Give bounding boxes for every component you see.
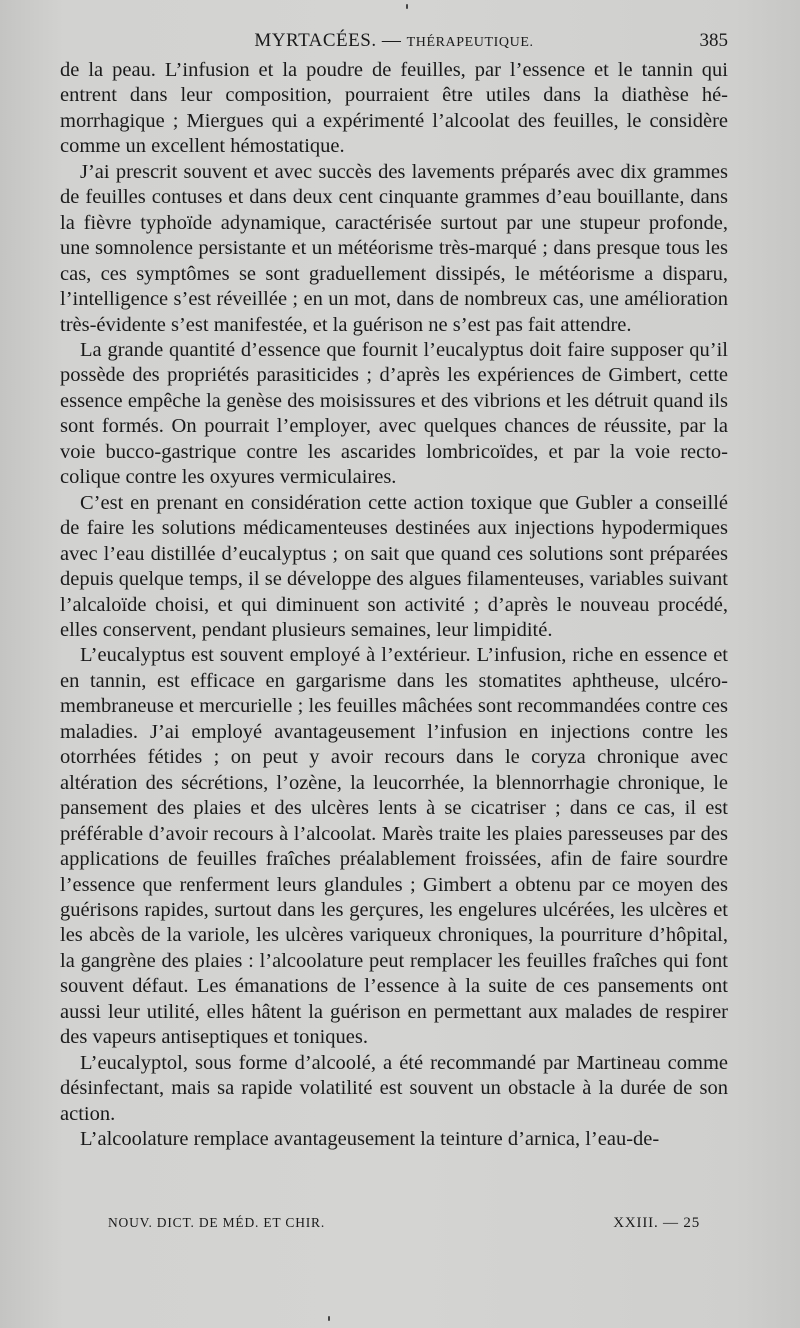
paragraph-eucalyptol: L’eucalyptol, sous forme d’alcoolé, a été recommandé par Martineau comme désinfectant, mais sa rapide volatilité est souvent un obstacle à la durée de son action. [60,1051,728,1125]
running-title [60,28,728,56]
page-header [60,28,728,54]
running-title-dash: — [381,30,402,51]
running-title-sub: THÉRAPEUTIQUE. [406,35,534,50]
paragraph-parasiticides: La grande quantité d’essence que fournit l’eucalyptus doit faire supposer qu’il possède des propriétés parasiticides ; d’après les expériences de Gimbert, cette essence empêche la genèse des moisissures et des vibrions et les détruit quand ils sont formés. On pourrait l’employer, avec quelques chances de réussite, par la voie bucco-gastrique contre les ascarides lombricoïdes, et par la voie recto-colique contre les oxyures vermiculaires. [60,338,728,489]
running-title-main: MYRTACÉES. [254,30,377,51]
paragraph-gubler: C’est en prenant en considération cette action toxique que Gubler a conseillé de faire les solutions médicamenteuses destinées aux injections hypodermiques avec l’eau distillée d’eucalyptus ; on sait que quand ces solutions sont préparées depuis quelque temps, il se développe des algues filamenteuses, variables suivant l’alcaloïde choisi, et qui diminuent son activité ; d’après le nouveau procédé, elles conservent, pendant plusieurs semaines, leur limpidité. [60,491,728,641]
footer-volume: XXIII. — 25 [613,1215,700,1231]
page-number: 385 [699,30,728,51]
print-speck [406,4,408,9]
paragraph-alcoolature: L’alcoolature remplace avantageusement la teinture d’arnica, l’eau-de- [80,1128,660,1151]
print-speck [328,1316,330,1321]
page-footer [60,1212,728,1234]
paragraph-exterieur: L’eucalyptus est souvent employé à l’extérieur. L’infusion, riche en essence et en tannin, est efficace en gargarisme dans les stomatites aphtheuse, ulcéro-membraneuse et mercurielle ; les feuilles mâchées sont recommandées contre ces maladies. J’ai employé avantageusement l’infusion en injections contre les otorrhées fétides ; on peut y avoir recours dans le coryza chronique avec altération des sécrétions, l’ozène, la leucorrhée, la blennorrhagie chronique, le pansement des plaies et des ulcères lents à se cicatriser ; dans ce cas, il est préférable d’avoir recours à l’alcoolat. Marès traite les plaies paresseuses par des applications de feuilles fraîches préalablement froissées, afin de faire sourdre l’essence que renferment leurs glandules ; Gimbert a obtenu par ce moyen des guérisons rapides, surtout dans les gerçures, les engelures ulcérées, les ulcères et les abcès de la variole, les ulcères variqueux chroniques, la pourriture d’hôpital, la gangrène des plaies : l’alcoolature peut remplacer les feuilles fraîches qui font souvent défaut. Les émanations de l’essence à la suite de ces pansements ont aussi leur utilité, elles hâtent la guérison en permettant aux malades de respirer des vapeurs antiseptiques et toniques. [60,644,728,1049]
paragraph-lavements: J’ai prescrit souvent et avec succès des lavements préparés avec dix grammes de feuilles contuses et dans deux cent cinquante grammes d’eau bouillante, dans la fièvre typhoïde adynamique, caractérisée surtout par une stupeur profonde, une somnolence persistante et un météorisme très-marqué ; dans presque tous les cas, ces symptômes se sont graduellement dissipés, le météorisme a disparu, l’intelligence s’est réveillée ; en un mot, dans de nombreux cas, une amélioration très-évidente s’est manifestée, et la guérison ne s’est pas fait attendre. [60,160,728,336]
paragraph-continued: de la peau. L’infusion et la poudre de feuilles, par l’essence et le tannin qui entrent dans leur composition, pourraient être utiles dans la diathèse hémorrhagique ; Miergues qui a expérimenté l’alcoolat des feuilles, le considère comme un excellent hémostatique. [60,59,728,158]
body-text [60,58,728,1152]
footer-signature: NOUV. DICT. DE MÉD. ET CHIR. [108,1215,326,1230]
